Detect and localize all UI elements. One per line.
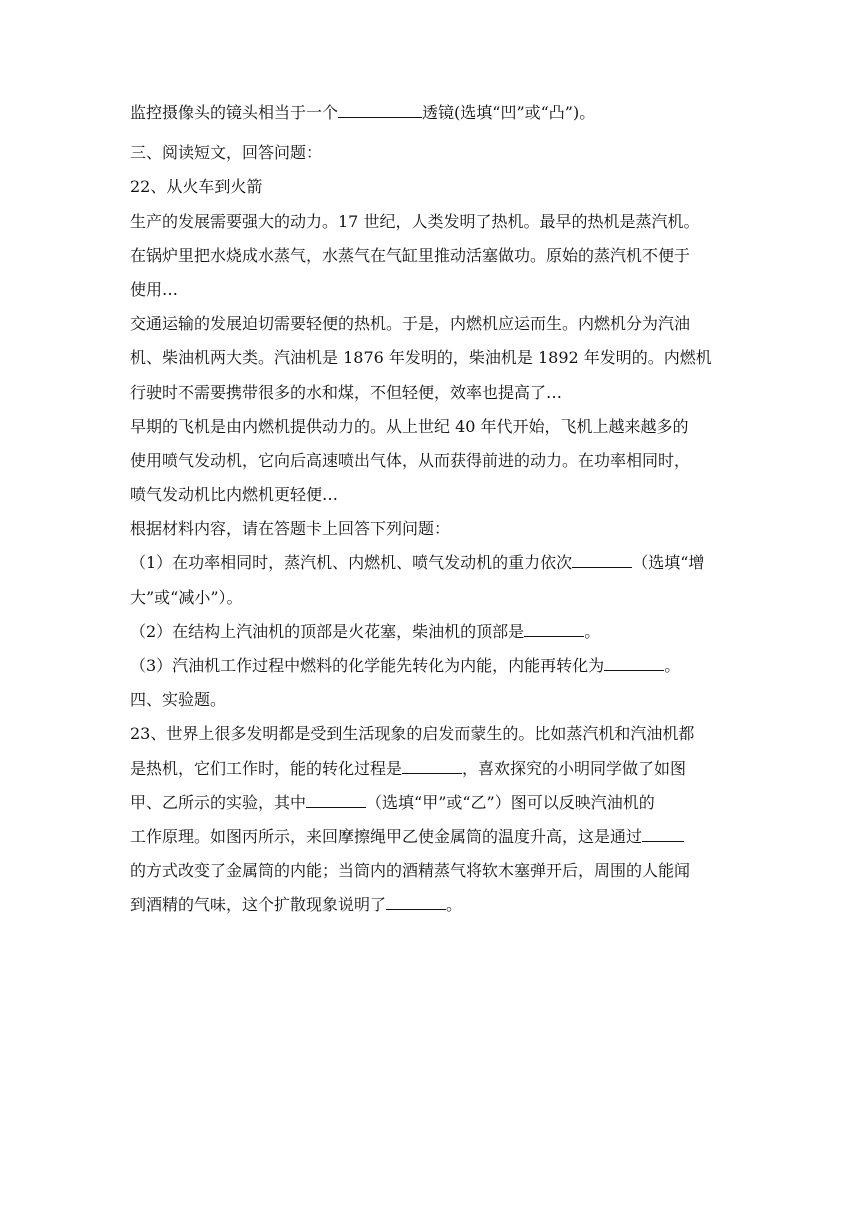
instruction-line: 根据材料内容，请在答题卡上回答下列问题：	[130, 519, 451, 539]
line-text: 监控摄像头的镜头相当于一个	[130, 103, 339, 122]
line-text: 。	[664, 656, 681, 675]
answer-blank[interactable]	[386, 894, 446, 910]
section-heading-reading: 三、阅读短文，回答问题：	[130, 143, 323, 163]
answer-blank[interactable]	[338, 102, 422, 118]
question-title-22: 22、从火车到火箭	[130, 177, 263, 197]
question-23-line	[130, 752, 730, 786]
line-text: 。	[446, 895, 463, 915]
line-text: 。	[584, 621, 601, 641]
line-text: 生产的发展需要强大的动力。17 世纪，人类发明了热机。最早的热机是蒸汽机。	[130, 211, 700, 231]
line-text: （1）在功率相同时，蒸汽机、内燃机、喷气发动机的重力依次	[130, 553, 573, 573]
line-text: ，喜欢探究的小明同学做了如图	[462, 758, 687, 778]
question-23-line	[130, 820, 730, 854]
sub-question-2	[130, 615, 730, 649]
answer-blank[interactable]	[572, 552, 632, 568]
paragraph-line	[130, 205, 730, 239]
answer-blank[interactable]	[524, 621, 584, 637]
line-text: 甲、乙所示的实验，其中	[130, 792, 307, 812]
question-23-line	[130, 786, 730, 820]
paragraph-line: 早期的飞机是由内燃机提供动力的。从上世纪 40 年代开始，飞机上越来越多的	[130, 416, 689, 436]
question-23-line	[130, 888, 730, 922]
line-text: （选填“增	[632, 553, 705, 573]
section-heading-experiment: 四、实验题。	[130, 690, 227, 710]
question-23-line: 的方式改变了金属筒的内能；当筒内的酒精蒸气将软木塞弹开后，周围的人能闻	[130, 861, 691, 881]
answer-blank[interactable]	[306, 792, 366, 808]
line-text: （2）在结构上汽油机的顶部是火花塞，柴油机的顶部是	[130, 621, 525, 641]
paragraph-line: 在锅炉里把水烧成水蒸气，水蒸气在气缸里推动活塞做功。原始的蒸汽机不便于	[130, 245, 691, 265]
sub-question-3	[130, 649, 730, 683]
paragraph-line: 机、柴油机两大类。汽油机是 1876 年发明的，柴油机是 1892 年发明的。内燃机	[130, 348, 712, 368]
answer-blank[interactable]	[642, 826, 684, 842]
sub-question-1	[130, 546, 730, 580]
line-text: （选填“甲”或“乙”）图可以反映汽油机的	[366, 792, 655, 812]
line-text: 到酒精的气味，这个扩散现象说明了	[130, 895, 387, 915]
sub-question-1-continued: 大”或“减小”）。	[130, 587, 243, 607]
document-body	[130, 96, 730, 923]
paragraph-line: 行驶时不需要携带很多的水和煤，不但轻便，效率也提高了…	[130, 382, 563, 402]
paragraph-line: 使用…	[130, 279, 179, 299]
line-text: 是热机，它们工作时，能的转化过程是	[130, 758, 403, 778]
answer-blank[interactable]	[604, 655, 664, 671]
paragraph-line: 使用喷气发动机，它向后高速喷出气体，从而获得前进的动力。在功率相同时，	[130, 450, 691, 470]
answer-blank[interactable]	[402, 758, 462, 774]
fill-in-line-camera-lens	[130, 96, 730, 130]
paragraph-line: 交通运输的发展迫切需要轻便的热机。于是，内燃机应运而生。内燃机分为汽油	[130, 314, 691, 334]
line-text: 透镜(选填“凹”或“凸”)。	[422, 103, 596, 122]
question-23-line: 23、世界上很多发明都是受到生活现象的启发而蒙生的。比如蒸汽机和汽油机都	[130, 724, 695, 744]
line-text: （3）汽油机工作过程中燃料的化学能先转化为内能，内能再转化为	[130, 656, 605, 675]
paragraph-line: 喷气发动机比内燃机更轻便…	[130, 485, 339, 505]
line-text: 工作原理。如图丙所示，来回摩擦绳甲乙使金属筒的温度升高，这是通过	[130, 826, 643, 846]
